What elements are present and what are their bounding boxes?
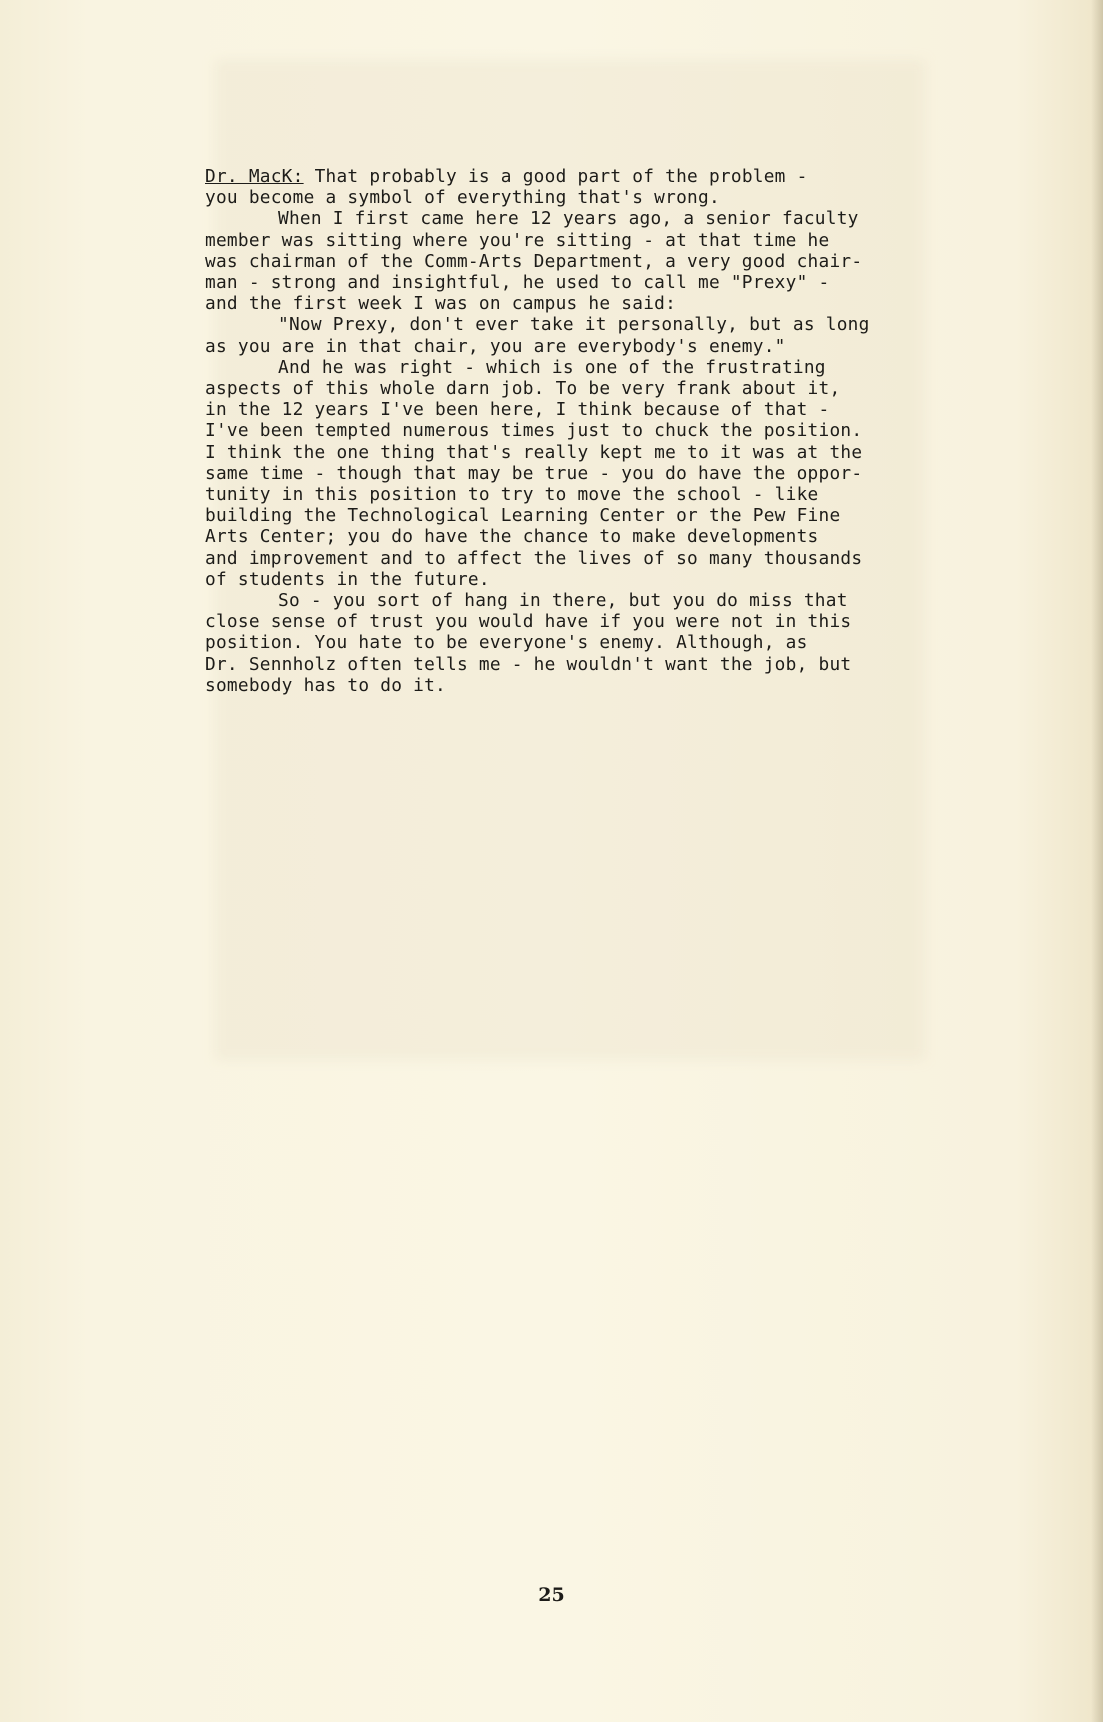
line-4-10: and improvement and to affect the lives of so many thousands [205, 547, 863, 569]
paragraph-5 [205, 590, 1025, 696]
line-5-5: somebody has to do it. [205, 674, 447, 696]
line-2-4: man - strong and insightful, he used to call me "Prexy" - [205, 272, 830, 294]
line-4-4: I've been tempted numerous times just to chuck the position. [205, 420, 863, 442]
line-1-2: you become a symbol of everything that's wrong. [205, 187, 720, 209]
line-4-3: in the 12 years I've been here, I think because of that - [205, 399, 830, 421]
line-4-7: tunity in this position to try to move the school - like [205, 484, 819, 506]
paragraph-1 [205, 166, 1025, 208]
line-2-3: was chairman of the Comm-Arts Department, a very good chair- [205, 250, 863, 272]
page-number: 25 [538, 1584, 565, 1606]
line-4-11: of students in the future. [205, 568, 490, 590]
speaker-label: Dr. MacK: [205, 166, 304, 187]
page-edge-shadow [1091, 0, 1103, 1722]
line-4-2: aspects of this whole darn job. To be very frank about it, [205, 378, 841, 400]
line-4-5: I think the one thing that's really kept me to it was at the [205, 441, 863, 463]
line-4-8: building the Technological Learning Center or the Pew Fine [205, 505, 841, 527]
line-3-1: "Now Prexy, don't ever take it personally, but as long [278, 314, 870, 336]
line-5-3: position. You hate to be everyone's enemy. Although, as [205, 632, 808, 654]
line-4-9: Arts Center; you do have the chance to make developments [205, 526, 819, 548]
line-3-2: as you are in that chair, you are everybody's enemy." [205, 335, 786, 357]
transcript-body [205, 166, 1025, 696]
line-5-1: So - you sort of hang in there, but you do miss that [278, 590, 848, 612]
line-4-1: And he was right - which is one of the frustrating [278, 356, 826, 378]
line-5-4: Dr. Sennholz often tells me - he wouldn't want the job, but [205, 653, 852, 675]
paragraph-3 [205, 314, 1025, 356]
line-2-2: member was sitting where you're sitting - at that time he [205, 229, 830, 251]
line-5-2: close sense of trust you would have if you were not in this [205, 611, 852, 633]
line-1-1: That probably is a good part of the problem - [303, 166, 808, 187]
paragraph-4 [205, 357, 1025, 590]
line-2-5: and the first week I was on campus he said: [205, 293, 677, 315]
line-4-6: same time - though that may be true - you do have the oppor- [205, 462, 863, 484]
paragraph-2 [205, 208, 1025, 314]
line-2-1: When I first came here 12 years ago, a senior faculty [278, 208, 859, 230]
